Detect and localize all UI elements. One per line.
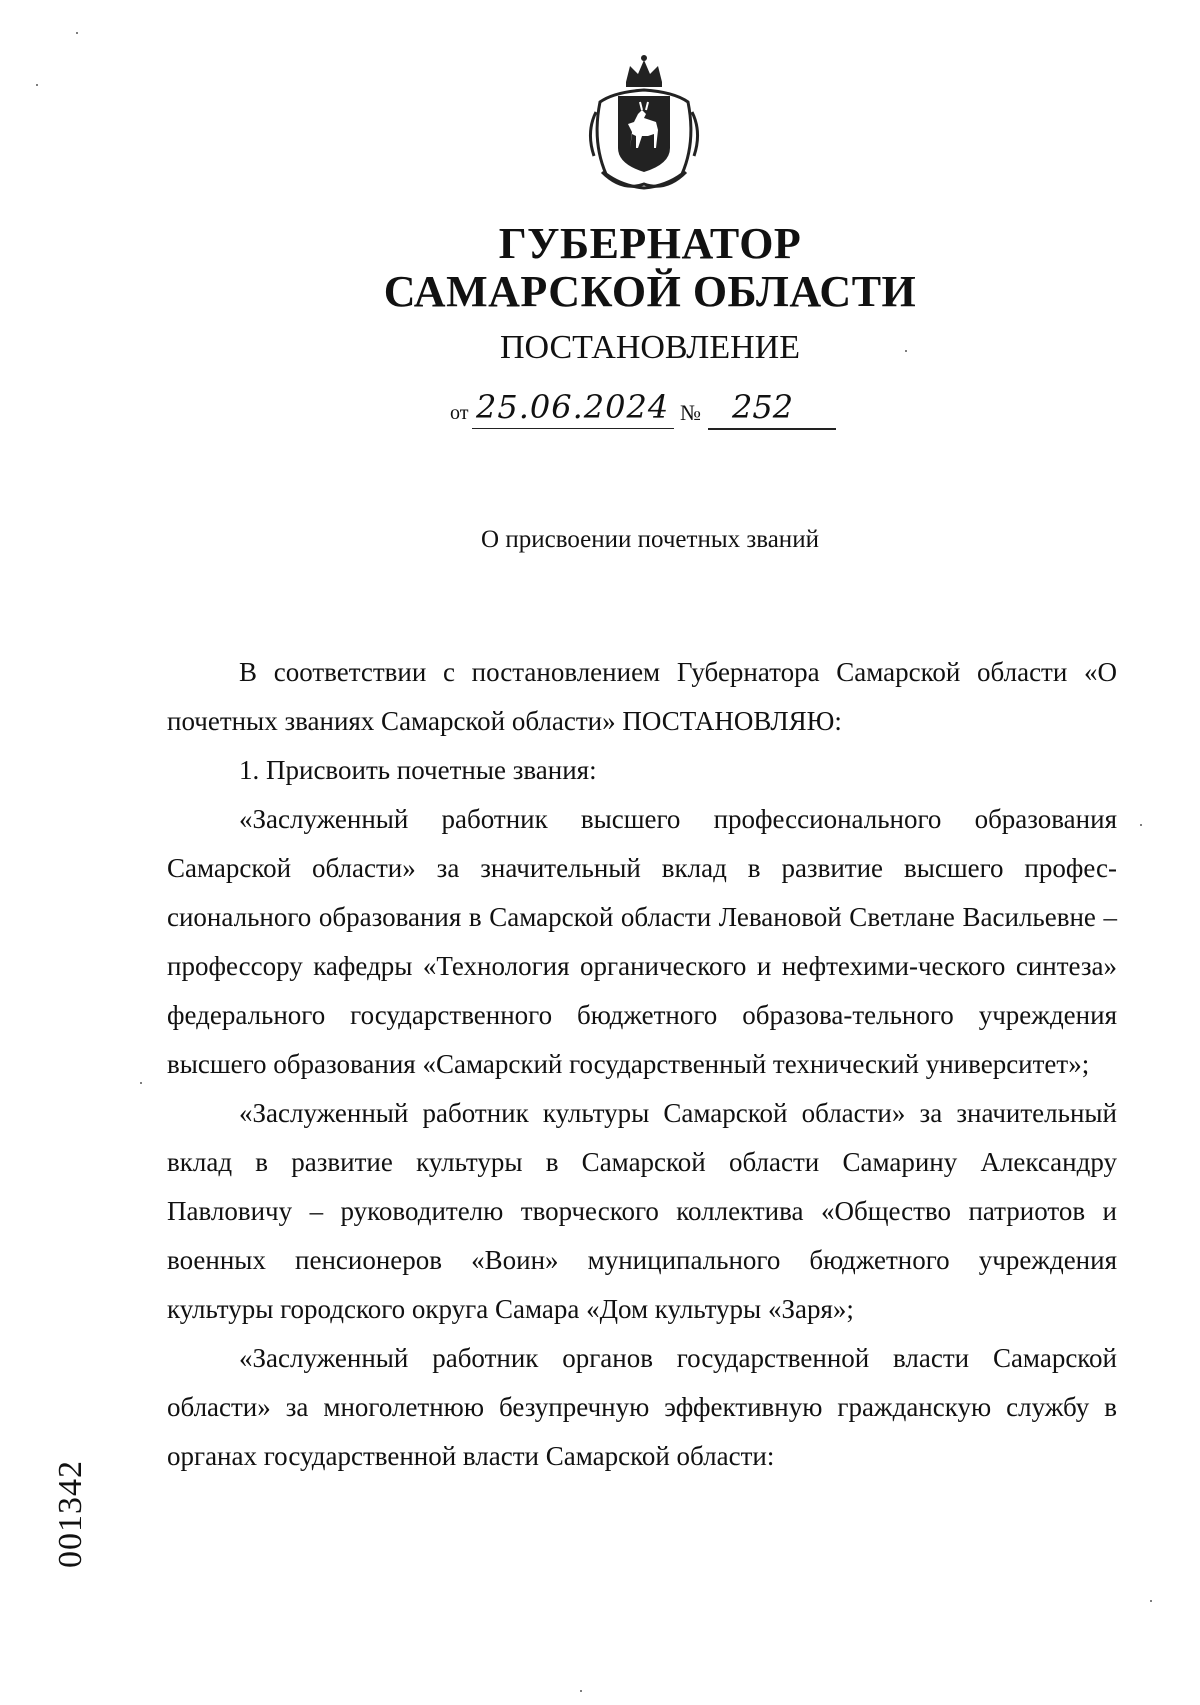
document-date: 25.06.2024 (476, 388, 670, 426)
samara-coat-of-arms-icon (582, 52, 706, 192)
scan-speck (76, 32, 78, 34)
scan-speck (1140, 824, 1142, 826)
title-region: САМАРСКОЙ ОБЛАСТИ (383, 267, 917, 316)
number-prefix: № (680, 400, 701, 425)
side-serial-number: 001342 (52, 1460, 89, 1568)
scan-speck (36, 84, 38, 86)
scan-speck (140, 1082, 142, 1084)
scan-speck (580, 1690, 582, 1692)
preamble-paragraph: В соответствии с постановлением Губернатора Самарской области «О почетных званиях Самарской области» ПОСТАНОВЛЯЮ: (167, 657, 1117, 736)
document-number: 252 (732, 388, 794, 426)
award-1-paragraph: «Заслуженный работник высшего профессионального образования Самарской области» за значительный вклад в развитие высшего профес-сионального образования в Самарской области Левановой Светлане Васильевне – профессору кафедры «Технология органического и нефтехими-ческого синтеза» федерального государственного бюджетного образова-тельного учреждения высшего образования «Самарский государственный технический университет»; (167, 804, 1117, 1079)
award-2-paragraph: «Заслуженный работник культуры Самарской области» за значительный вклад в развитие культуры в Самарской области Самарину Александру Павловичу – руководителю творческого коллектива «Общество патриотов и военных пенсионеров «Воин» муниципального бюджетного учреждения культуры городского округа Самара «Дом культуры «Заря»; (167, 1098, 1117, 1324)
number-underline (708, 428, 836, 430)
document-subject: О присвоении почетных званий (481, 526, 819, 553)
scan-speck (905, 350, 907, 352)
scan-speck (1150, 1600, 1152, 1602)
date-underline (472, 428, 674, 429)
document-type: ПОСТАНОВЛЕНИЕ (499, 329, 801, 366)
award-3-paragraph: «Заслуженный работник органов государственной власти Самарской области» за многолетнюю безупречную эффективную гражданскую службу в органах государственной власти Самарской области: (167, 1343, 1117, 1471)
document-body (167, 648, 1117, 1481)
title-governor: ГУБЕРНАТОР (498, 219, 802, 268)
date-number-line (450, 388, 850, 432)
date-prefix: от (450, 402, 469, 424)
item-1-paragraph: 1. Присвоить почетные звания: (239, 755, 597, 785)
